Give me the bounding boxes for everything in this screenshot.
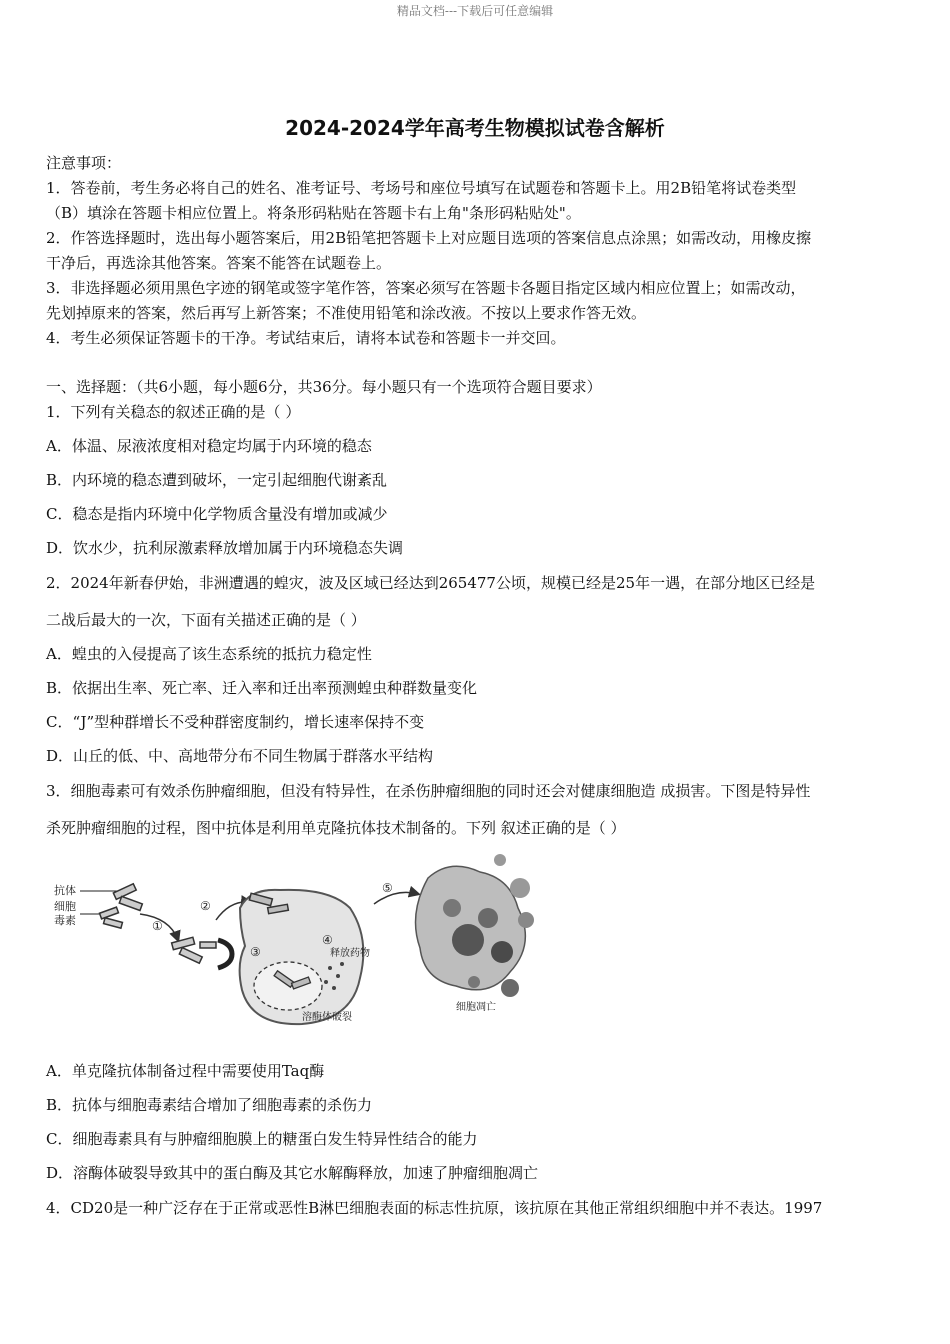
figure-label-apoptosis: 细胞凋亡 bbox=[456, 1002, 496, 1013]
figure-label-lysosome: 溶酶体破裂 bbox=[302, 1012, 352, 1023]
q2-option-b: B．依据出生率、死亡率、迁入率和迁出率预测蝗虫种群数量变化 bbox=[46, 679, 478, 697]
notice-line: 4．考生必须保证答题卡的干净。考试结束后，请将本试卷和答题卡一并交回。 bbox=[46, 329, 566, 347]
question-3-stem: 3．细胞毒素可有效杀伤肿瘤细胞，但没有特异性，在杀伤肿瘤细胞的同时还会对健康细胞造 成损害。下图是特异性 bbox=[46, 782, 811, 800]
antibody-toxin-figure bbox=[40, 848, 540, 1038]
q1-option-d: D．饮水少，抗利尿激素释放增加属于内环境稳态失调 bbox=[46, 539, 404, 557]
page-header: 精品文档---下载后可任意编辑 bbox=[396, 4, 554, 18]
figure-label-release: 释放药物 bbox=[330, 948, 370, 959]
q3-option-a: A．单克隆抗体制备过程中需要使用Taq酶 bbox=[46, 1062, 325, 1080]
section-heading: 一、选择题：（共6小题，每小题6分，共36分。每小题只有一个选项符合题目要求） bbox=[46, 378, 602, 396]
notice-line: 干净后，再选涂其他答案。答案不能答在试题卷上。 bbox=[46, 254, 392, 272]
figure-label-toxin-1: 细胞 bbox=[54, 900, 76, 913]
notice-line: 3．非选择题必须用黑色字迹的钢笔或签字笔作答，答案必须写在答题卡各题目指定区域内相应位置上；如需改动， bbox=[46, 279, 806, 297]
q2-option-a: A．蝗虫的入侵提高了该生态系统的抵抗力稳定性 bbox=[46, 645, 372, 663]
q1-option-c: C．稳态是指内环境中化学物质含量没有增加或减少 bbox=[46, 505, 388, 523]
svg-text:③: ③ bbox=[250, 945, 261, 959]
q1-option-a: A．体温、尿液浓度相对稳定均属于内环境的稳态 bbox=[46, 437, 372, 455]
q1-option-b: B．内环境的稳态遭到破坏，一定引起细胞代谢紊乱 bbox=[46, 471, 388, 489]
question-2-stem: 2．2024年新春伊始，非洲遭遇的蝗灾，波及区域已经达到265477公顷，规模已经是25年一遇，在部分地区已经是 bbox=[46, 574, 816, 592]
notice-heading: 注意事项： bbox=[46, 154, 122, 172]
q2-option-d: D．山丘的低、中、高地带分布不同生物属于群落水平结构 bbox=[46, 747, 434, 765]
notice-line: 2．作答选择题时，选出每小题答案后，用2B铅笔把答题卡上对应题目选项的答案信息点涂黑；如需改动，用橡皮擦 bbox=[46, 229, 812, 247]
q3-option-b: B．抗体与细胞毒素结合增加了细胞毒素的杀伤力 bbox=[46, 1096, 373, 1114]
page-title: 2024-2024学年高考生物模拟试卷含解析 bbox=[285, 116, 665, 140]
q3-option-c: C．细胞毒素具有与肿瘤细胞膜上的糖蛋白发生特异性结合的能力 bbox=[46, 1130, 478, 1148]
question-2-stem-cont: 二战后最大的一次，下面有关描述正确的是（ ） bbox=[46, 611, 366, 629]
figure-label-toxin-2: 毒素 bbox=[54, 914, 76, 927]
question-4-stem: 4．CD20是一种广泛存在于正常或恶性B淋巴细胞表面的标志性抗原，该抗原在其他正常组织细胞中并不表达。1997 bbox=[46, 1199, 823, 1217]
svg-text:④: ④ bbox=[322, 933, 333, 947]
question-1-stem: 1．下列有关稳态的叙述正确的是（ ） bbox=[46, 403, 301, 421]
notice-line: 先划掉原来的答案，然后再写上新答案；不准使用铅笔和涂改液。不按以上要求作答无效。 bbox=[46, 304, 647, 322]
q3-option-d: D．溶酶体破裂导致其中的蛋白酶及其它水解酶释放，加速了肿瘤细胞凋亡 bbox=[46, 1164, 539, 1182]
notice-line: 1．答卷前，考生务必将自己的姓名、准考证号、考场号和座位号填写在试题卷和答题卡上。用2B铅笔将试卷类型 bbox=[46, 179, 797, 197]
svg-text:①: ① bbox=[152, 919, 163, 933]
apoptotic-cell-icon bbox=[416, 854, 535, 997]
q2-option-c: C．“J”型种群增长不受种群密度制约，增长速率保持不变 bbox=[46, 713, 425, 731]
question-3-stem-cont: 杀死肿瘤细胞的过程，图中抗体是利用单克隆抗体技术制备的。下列 叙述正确的是（ ） bbox=[46, 819, 626, 837]
notice-line: （B）填涂在答题卡相应位置上。将条形码粘贴在答题卡右上角"条形码粘贴处"。 bbox=[46, 204, 581, 222]
svg-text:⑤: ⑤ bbox=[382, 881, 393, 895]
svg-text:②: ② bbox=[200, 899, 211, 913]
antibody-complex-icon bbox=[100, 884, 143, 929]
figure-label-antibody: 抗体 bbox=[54, 884, 76, 897]
